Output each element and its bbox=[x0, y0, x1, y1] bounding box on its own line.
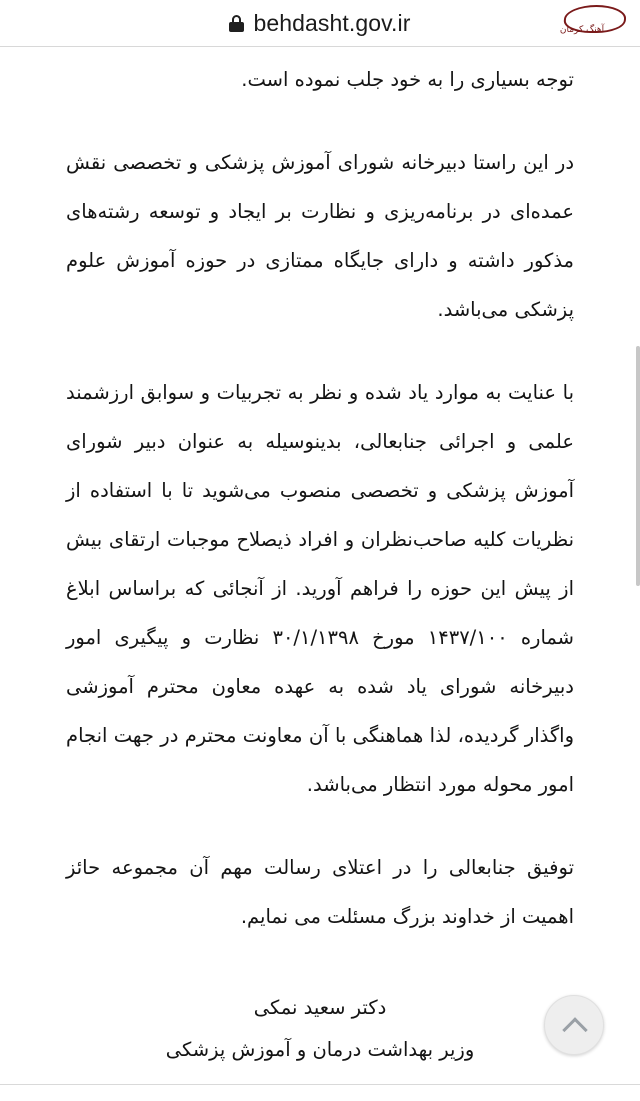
article-paragraph: توجه بسیاری را به خود جلب نموده است. bbox=[241, 68, 574, 91]
site-logo-text: آهنگ کرمان bbox=[559, 25, 605, 35]
url-display[interactable] bbox=[229, 10, 410, 37]
page-divider bbox=[0, 1084, 640, 1085]
scroll-to-top-button[interactable] bbox=[544, 995, 604, 1055]
browser-url-bar[interactable] bbox=[0, 0, 640, 47]
signature-name: دکتر سعید نمکی bbox=[253, 996, 387, 1019]
chevron-up-icon bbox=[563, 1014, 585, 1036]
article-body bbox=[66, 47, 574, 941]
article-paragraph: با عنایت به موارد یاد شده و نظر به تجربیات و سوابق ارزشمند علمی و اجرائی جنابعالی، بدینوسیله به عنوان دبیر شورای آموزش پزشکی و تخصصی منصوب می‌شوید تا با استفاده از نظریات کلیه صاحب‌نظران و افراد ذیصلاح موجبات ارتقای بیش از پیش این حوزه را فراهم آورید. از آنجائی که براساس ابلاغ شماره ۱۴۳۷/۱۰۰ مورخ ۳۰/۱/۱۳۹۸ نظارت و پیگیری امور دبیرخانه شورای یاد شده به عهده معاون محترم آموزشی واگذار گردیده، لذا هماهنگی با آن معاونت محترم در جهت انجام امور محوله مورد انتظار می‌باشد. bbox=[66, 381, 575, 796]
article-paragraph: توفیق جنابعالی را در اعتلای رسالت مهم آن مجموعه حائز اهمیت از خداوند بزرگ مسئلت می نمایم. bbox=[66, 856, 574, 928]
signature-title: وزیر بهداشت درمان و آموزش پزشکی bbox=[165, 1038, 475, 1061]
article-paragraph: در این راستا دبیرخانه شورای آموزش پزشکی و تخصصی نقش عمده‌ای در برنامه‌ریزی و نظارت بر ایجاد و توسعه رشته‌های مذکور داشته و دارای جایگاه ممتازی در حوزه آموزش علوم پزشکی می‌باشد. bbox=[66, 151, 574, 321]
article-container bbox=[0, 25, 640, 1101]
lock-icon bbox=[229, 15, 244, 32]
scrollbar-thumb[interactable] bbox=[636, 346, 640, 586]
page-scrollbar[interactable] bbox=[636, 46, 640, 1100]
web-page-content bbox=[0, 25, 640, 1101]
url-text: behdasht.gov.ir bbox=[253, 9, 411, 36]
signature-block bbox=[66, 987, 574, 1071]
